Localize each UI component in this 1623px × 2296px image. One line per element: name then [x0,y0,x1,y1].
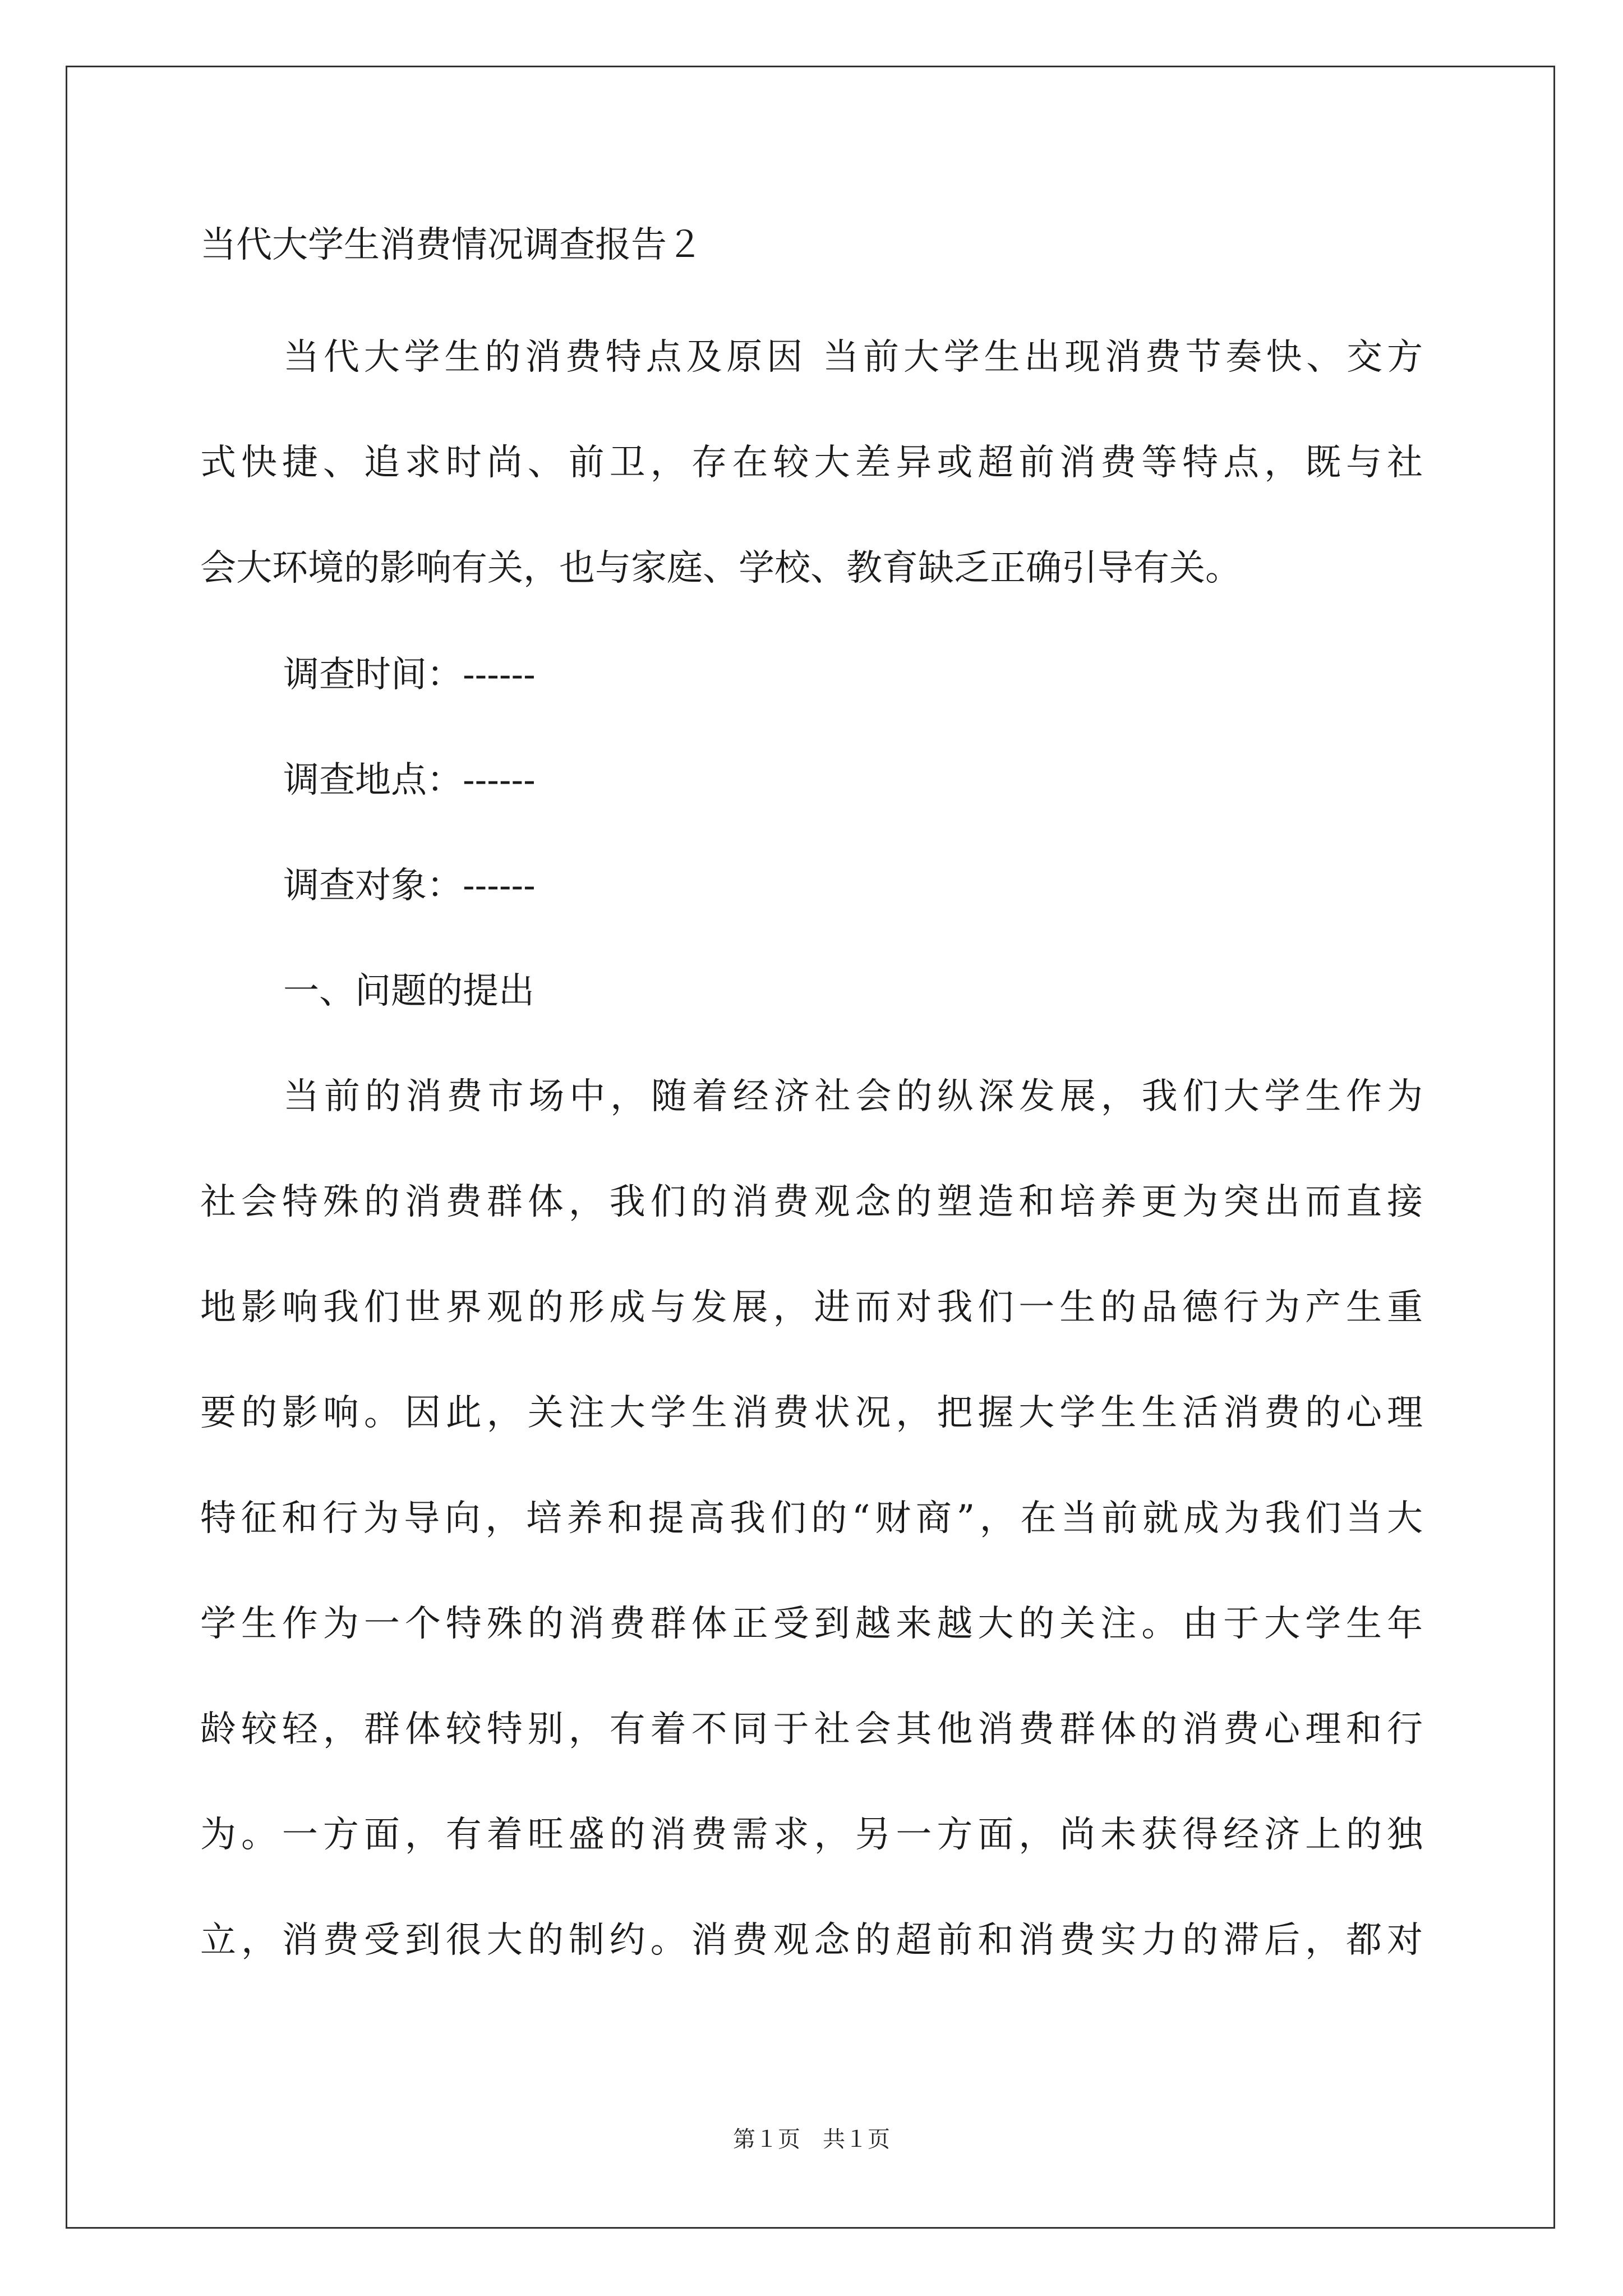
document-title: 当代大学生消费情况调查报告２ [200,224,703,266]
page-border [66,66,1555,2229]
section-line-3: 地影响我们世界观的形成与发展，进而对我们一生的品德行为产生重 [200,1287,1423,1328]
section-line-2: 社会特殊的消费群体，我们的消费观念的塑造和培养更为突出而直接 [200,1181,1423,1223]
section-line-8: 为。一方面，有着旺盛的消费需求，另一方面，尚未获得经济上的独 [200,1814,1423,1856]
intro-line-3: 会大环境的影响有关，也与家庭、学校、教育缺乏正确引导有关。 [200,547,1241,589]
section-heading: 一、问题的提出 [283,970,534,1012]
section-line-7: 龄较轻，群体较特别，有着不同于社会其他消费群体的消费心理和行 [200,1709,1423,1750]
survey-object: 调查对象：------ [283,865,536,907]
section-line-1: 当前的消费市场中，随着经济社会的纵深发展，我们大学生作为 [283,1076,1423,1117]
survey-place: 调查地点：------ [283,760,536,801]
page-footer: 第１页 共１页 [733,2127,890,2152]
section-line-9: 立，消费受到很大的制约。消费观念的超前和消费实力的滞后，都对 [200,1920,1423,1961]
section-line-6: 学生作为一个特殊的消费群体正受到越来越大的关注。由于大学生年 [200,1603,1423,1645]
survey-time: 调查时间：------ [283,654,536,696]
section-line-4: 要的影响。因此，关注大学生消费状况，把握大学生生活消费的心理 [200,1392,1423,1434]
intro-line-2: 式快捷、追求时尚、前卫，存在较大差异或超前消费等特点，既与社 [200,442,1423,484]
intro-line-1: 当代大学生的消费特点及原因 当前大学生出现消费节奏快、交方 [283,337,1423,378]
section-line-5: 特征和行为导向，培养和提高我们的“财商”，在当前就成为我们当大 [200,1498,1423,1539]
